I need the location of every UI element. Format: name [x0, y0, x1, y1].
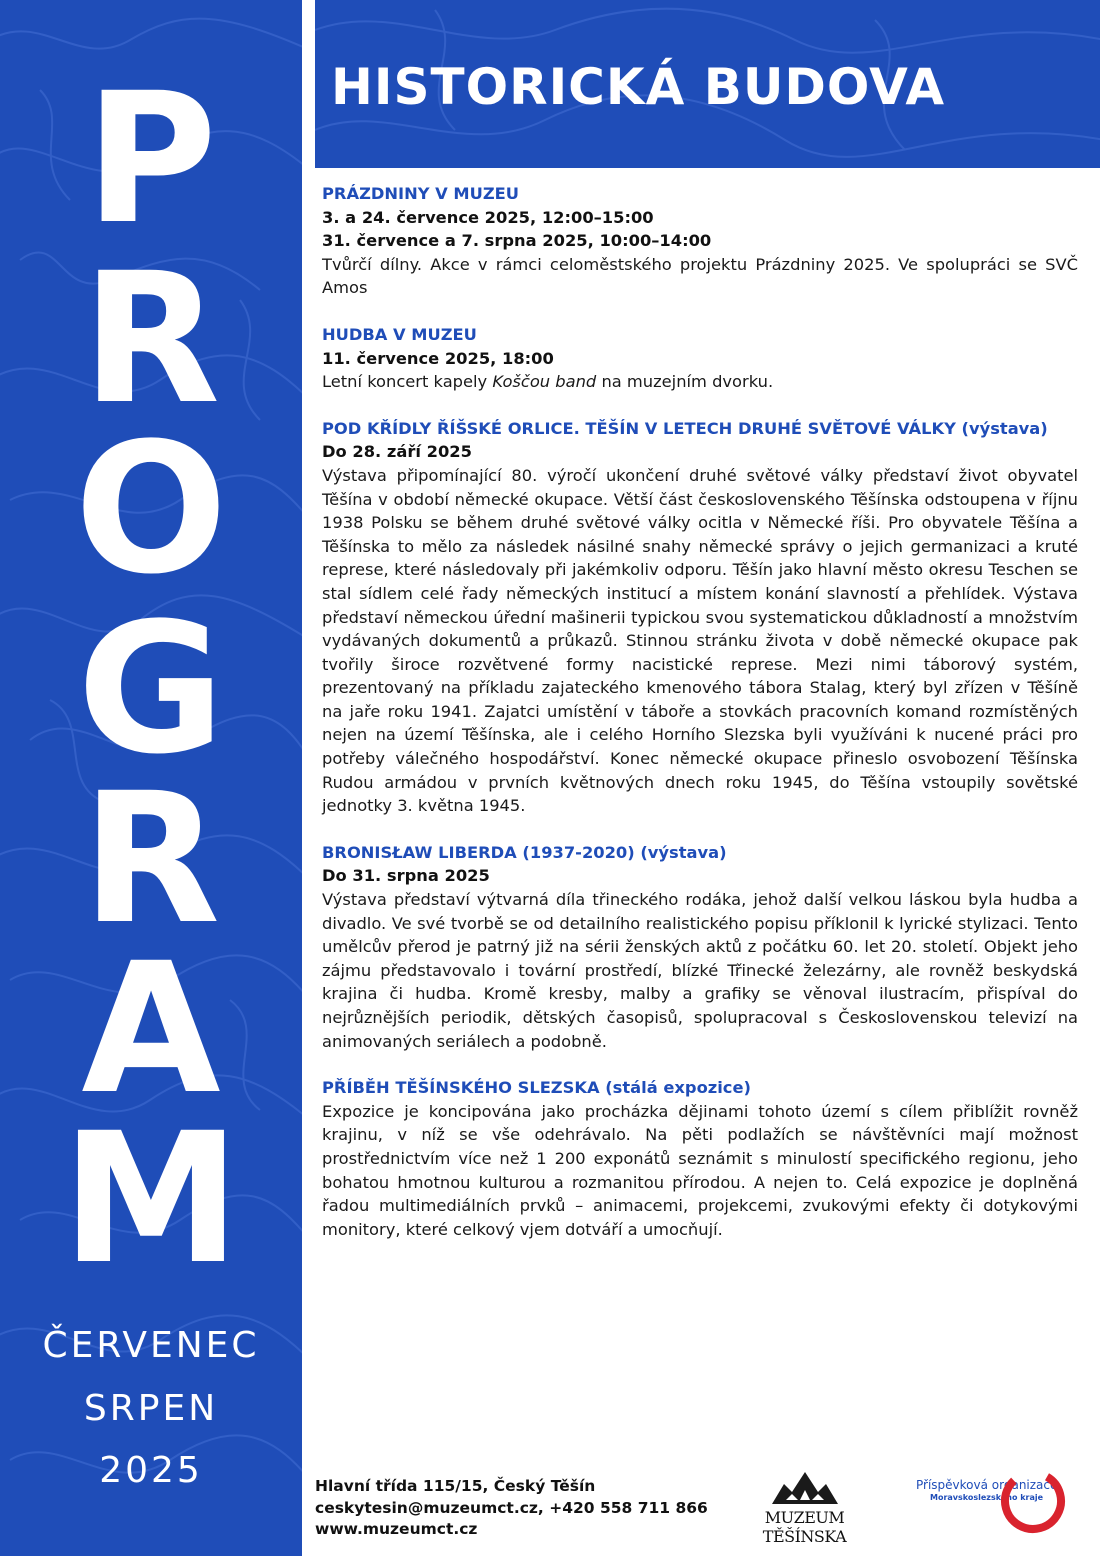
program-letter-r: R: [81, 235, 221, 444]
event-date: Do 31. srpna 2025: [322, 866, 490, 886]
event-item: [322, 841, 1078, 1053]
region-name-line: Moravskoslezského kraje: [930, 1493, 1044, 1502]
event-date: 31. července a 7. srpna 2025, 10:00–14:00: [322, 231, 712, 251]
month-august: SRPEN: [83, 1388, 219, 1429]
page-title: HISTORICKÁ BUDOVA: [331, 58, 946, 116]
program-letter-m: M: [61, 1095, 241, 1304]
museum-roof-logo-icon: [770, 1470, 840, 1506]
region-org-line: Příspěvková organizace: [916, 1478, 1058, 1492]
sidebar-band: [0, 0, 302, 1556]
event-description-text: na muzejním dvorku.: [596, 372, 774, 392]
region-ring-logo-icon: [998, 1466, 1068, 1536]
event-item: [322, 182, 1078, 300]
event-title: BRONISŁAW LIBERDA (1937-2020) (výstava): [322, 842, 727, 862]
event-title: PRÁZDNINY V MUZEU: [322, 184, 519, 203]
header-band: [315, 0, 1100, 168]
region-logo: [910, 1466, 1070, 1536]
event-description: [322, 370, 1078, 394]
event-description: Výstava připomínající 80. výročí ukončení druhé světové války představí život obyvatel Těšína v období německé okupace. Větší část československého Těšínska odstoupena v říjnu 1938 Polsku se během druhé světové války ocitla v Německé říši. Pro obyvatele Těšína a Těšínska to mělo za následek násilné snahy německé správy o jejich germanizaci a kruté represe, které následovaly při jakémkoliv odporu. Těšín jako hlavní město okresu Teschen se stal sídlem celé řady německých institucí a místem konání slavností a přehlídek. Výstava představí německou úřední mašinerii typickou svou systematickou důkladností a množstvím vydávaných dokumentů a průkazů. Stinnou stránku života v době německé okupace pak tvořily široce rozvětvené formy nacistické represe. Mezi nimi táborový systém, prezentovaný na příkladu zajateckého kmenového tábora Stalag, který byl zřízen v Těšíně na jaře roku 1941. Zajatci umístění v táboře a stovkách pracovních komand rozmístěných nejen na území Těšínska, ale i celého Horního Slezska byli využíváni k nucené práci pro potřeby válečného hospodářství. Konec německé okupace přineslo osvobození Těšínska Rudou armádou v prvních květnových dnech roku 1945, do Těšína vstoupily sovětské jednotky 3. května 1945.: [322, 465, 1078, 816]
footer-contact: [315, 1476, 708, 1541]
event-title: HUDBA V MUZEU: [322, 324, 477, 344]
year-label: 2025: [99, 1450, 203, 1491]
month-july: ČERVENEC: [42, 1325, 260, 1366]
event-description: Tvůrčí dílny. Akce v rámci celoměstského projektu Prázdniny 2025. Ve spolupráci se SVČ Amos: [322, 254, 1078, 298]
program-letter-o: O: [74, 405, 228, 614]
museum-logo: [722, 1470, 887, 1546]
event-description-text: Letní koncert kapely: [322, 372, 493, 392]
program-letter-p: P: [85, 55, 217, 264]
address-line: Hlavní třída 115/15, Český Těšín: [315, 1477, 596, 1495]
event-description: Expozice je koncipována jako procházka dějinami tohoto území s cílem přiblížit rovněž krajinu, v níž se vše odehrávalo. Na pěti podlažích se návštěvníci mají možnost prostřednictvím více než 1 200 exponátů seznámit s minulostí specifického regionu, jeho bohatou hmotnou kulturou a rozmanitou přírodou. A nejen to. Celá expozice je doplněná řadou multimediálních prvků – animacemi, projekcemi, zvukovými efekty či dotykovými monitory, které celkový vjem dotváří a umocňují.: [322, 1101, 1078, 1239]
event-item: [322, 417, 1078, 818]
event-item: [322, 323, 1078, 394]
museum-name: MUZEUM TĚŠÍNSKA: [762, 1508, 847, 1546]
band-name: Koščou band: [492, 372, 597, 392]
event-date: 11. července 2025, 18:00: [322, 348, 554, 368]
website-link[interactable]: www.muzeumct.cz: [315, 1520, 478, 1538]
event-title: POD KŘÍDLY ŘÍŠSKÉ ORLICE. TĚŠÍN V LETECH DRUHÉ SVĚTOVÉ VÁLKY (výstava): [322, 418, 1048, 438]
program-letter-a: A: [81, 925, 221, 1134]
program-letter-r2: R: [81, 755, 221, 964]
event-date: 3. a 24. července 2025, 12:00–15:00: [322, 207, 654, 227]
program-content: [322, 182, 1078, 1264]
contact-line[interactable]: ceskytesin@muzeumct.cz, +420 558 711 866: [315, 1498, 708, 1517]
event-date: Do 28. září 2025: [322, 442, 472, 462]
event-title: PŘÍBĚH TĚŠÍNSKÉHO SLEZSKA (stálá expozice): [322, 1078, 751, 1098]
program-letter-g: G: [77, 585, 225, 794]
event-item: [322, 1076, 1078, 1241]
event-description: Výstava představí výtvarná díla třineckého rodáka, jehož další velkou láskou byla hudba a divadlo. Ve své tvorbě se od detailního realistického popisu příklonil k lyrické stylizaci. Tento umělcův přerod je patrný již na sérii ženských aktů z počátku 60. let 20. století. Objekt jeho zájmu představovalo i tovární prostředí, blízké Třinecké železárny, ale rovněž beskydská krajina či hudba. Kromě kresby, malby a grafiky se věnoval ilustracím, přispíval do nejrůznějších periodik, dětských časopisů, spolupracoval s Československou televizí na animovaných seriálech a podobně.: [322, 890, 1078, 1051]
